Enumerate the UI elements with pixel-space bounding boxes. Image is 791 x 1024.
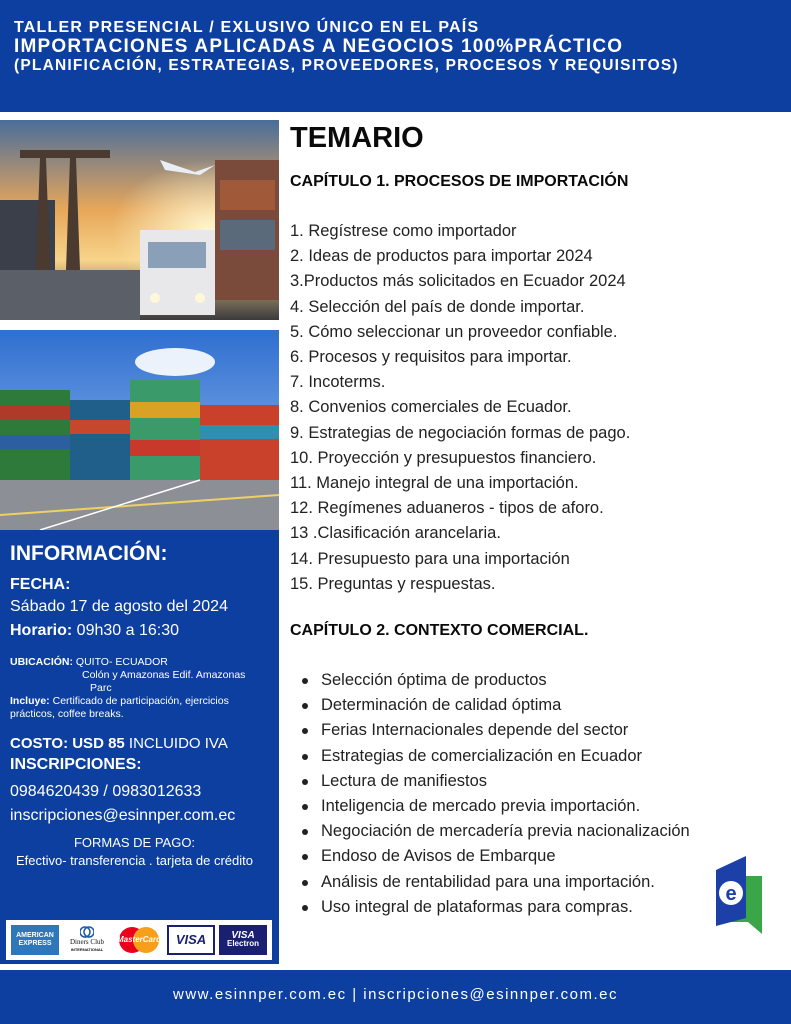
mastercard-card-name: MasterCard [116, 935, 161, 944]
mastercard-card-icon [115, 925, 163, 955]
header-subtitle: TALLER PRESENCIAL / EXLUSIVO ÚNICO EN EL PAÍS [14, 19, 480, 36]
list-item: Ferias Internacionales depende del sector [302, 718, 785, 743]
date-label: FECHA: [10, 576, 71, 593]
diners-card-name: Diners Club [69, 938, 105, 946]
location-address-cont: Parc [90, 682, 112, 694]
registration-email[interactable]: inscripciones@esinnper.com.ec [10, 807, 236, 824]
list-item: 4. Selección del país de donde importar. [290, 297, 585, 316]
list-item: 5. Cómo seleccionar un proveedor confiable. [290, 322, 618, 341]
location-address: Colón y Amazonas Edif. Amazonas [82, 669, 246, 681]
list-item: 13 .Clasificación arancelaria. [290, 524, 501, 543]
location-label: UBICACIÓN: [10, 656, 73, 668]
diners-card-icon [63, 925, 111, 955]
list-item: Estrategias de comercialización en Ecuador [302, 744, 785, 769]
header-banner [0, 0, 791, 112]
list-item: Análisis de rentabilidad para una importación. [302, 870, 785, 895]
event-date: Sábado 17 de agosto del 2024 [10, 598, 228, 615]
registration-phones: 0984620439 / 0983012633 [10, 783, 202, 800]
svg-text:e: e [725, 883, 737, 905]
event-hours [10, 622, 271, 640]
list-item: 10. Proyección y presupuestos financiero. [290, 448, 597, 467]
payment-cards [6, 920, 272, 960]
visa-electron-top: VISA [231, 930, 255, 941]
list-item: Inteligencia de mercado previa importación. [302, 794, 785, 819]
payment-label: FORMAS DE PAGO: [73, 835, 196, 850]
port-truck-plane-photo [0, 120, 279, 320]
visa-card-icon: VISA [167, 925, 215, 955]
list-item: 7. Incoterms. [290, 373, 386, 392]
cost-label: COSTO: USD 85 [10, 735, 125, 752]
list-item: 9. Estrategias de negociación formas de pago. [290, 423, 631, 442]
chapter-2-title: CAPÍTULO 2. CONTEXTO COMERCIAL. [290, 622, 589, 640]
amex-card-icon: AMERICAN EXPRESS [11, 925, 59, 955]
list-item: Lectura de manifiestos [302, 769, 785, 794]
hours-value: 09h30 a 16:30 [72, 622, 179, 639]
container-yard-photo [0, 330, 279, 530]
list-item: Endoso de Avisos de Embarque [302, 844, 785, 869]
information-panel [0, 530, 279, 964]
list-item: 2. Ideas de productos para importar 2024 [290, 247, 593, 266]
information-title: INFORMACIÓN: [10, 542, 168, 565]
cost [10, 735, 271, 752]
course-syllabus [290, 120, 785, 920]
list-item: 6. Procesos y requisitos para importar. [290, 348, 572, 367]
header-topics: (PLANIFICACIÓN, ESTRATEGIAS, PROVEEDORES, PROCESOS Y REQUISITOS) [14, 57, 679, 74]
header-title: IMPORTACIONES APLICADAS A NEGOCIOS 100%PRÁCTICO [14, 36, 624, 57]
cost-value: INCLUIDO IVA [124, 735, 228, 752]
list-item: Selección óptima de productos [302, 668, 785, 693]
list-item: 12. Regímenes aduaneros - tipos de aforo. [290, 499, 604, 518]
footer-bar [0, 970, 791, 1024]
registration-label: INSCRIPCIONES: [10, 756, 142, 773]
list-item: 14. Presupuesto para una importación [290, 549, 570, 568]
chapter-1-list [290, 219, 785, 597]
list-item: 11. Manejo integral de una importación. [290, 474, 579, 493]
includes-value: Certificado de participación, ejercicios prácticos, coffee breaks. [10, 695, 229, 720]
esinnper-logo-icon [712, 856, 774, 934]
diners-card-sub: INTERNATIONAL [70, 947, 104, 952]
syllabus-title: TEMARIO [290, 122, 424, 154]
visa-electron-card-icon [219, 925, 267, 955]
list-item: 15. Preguntas y respuestas. [290, 574, 496, 593]
location-city: QUITO- ECUADOR [73, 656, 168, 668]
location [10, 656, 271, 695]
list-item: Uso integral de plataformas para compras. [302, 895, 785, 920]
visa-electron-bottom: Electron [226, 939, 259, 948]
includes-label: Incluye: [10, 695, 50, 707]
list-item: 8. Convenios comerciales de Ecuador. [290, 398, 572, 417]
list-item: 1. Regístrese como importador [290, 222, 517, 240]
footer-contact[interactable]: www.esinnper.com.ec | inscripciones@esinnper.com.ec [173, 986, 618, 1003]
list-item: 3.Productos más solicitados en Ecuador 2024 [290, 272, 626, 291]
chapter-2-list [290, 668, 785, 920]
includes [10, 695, 271, 721]
payment-methods: Efectivo- transferencia . tarjeta de crédito [15, 853, 253, 868]
hours-label: Horario: [10, 622, 73, 639]
list-item: Determinación de calidad óptima [302, 693, 785, 718]
chapter-1-title: CAPÍTULO 1. PROCESOS DE IMPORTACIÓN [290, 173, 629, 190]
list-item: Negociación de mercadería previa nacionalización [302, 819, 785, 844]
